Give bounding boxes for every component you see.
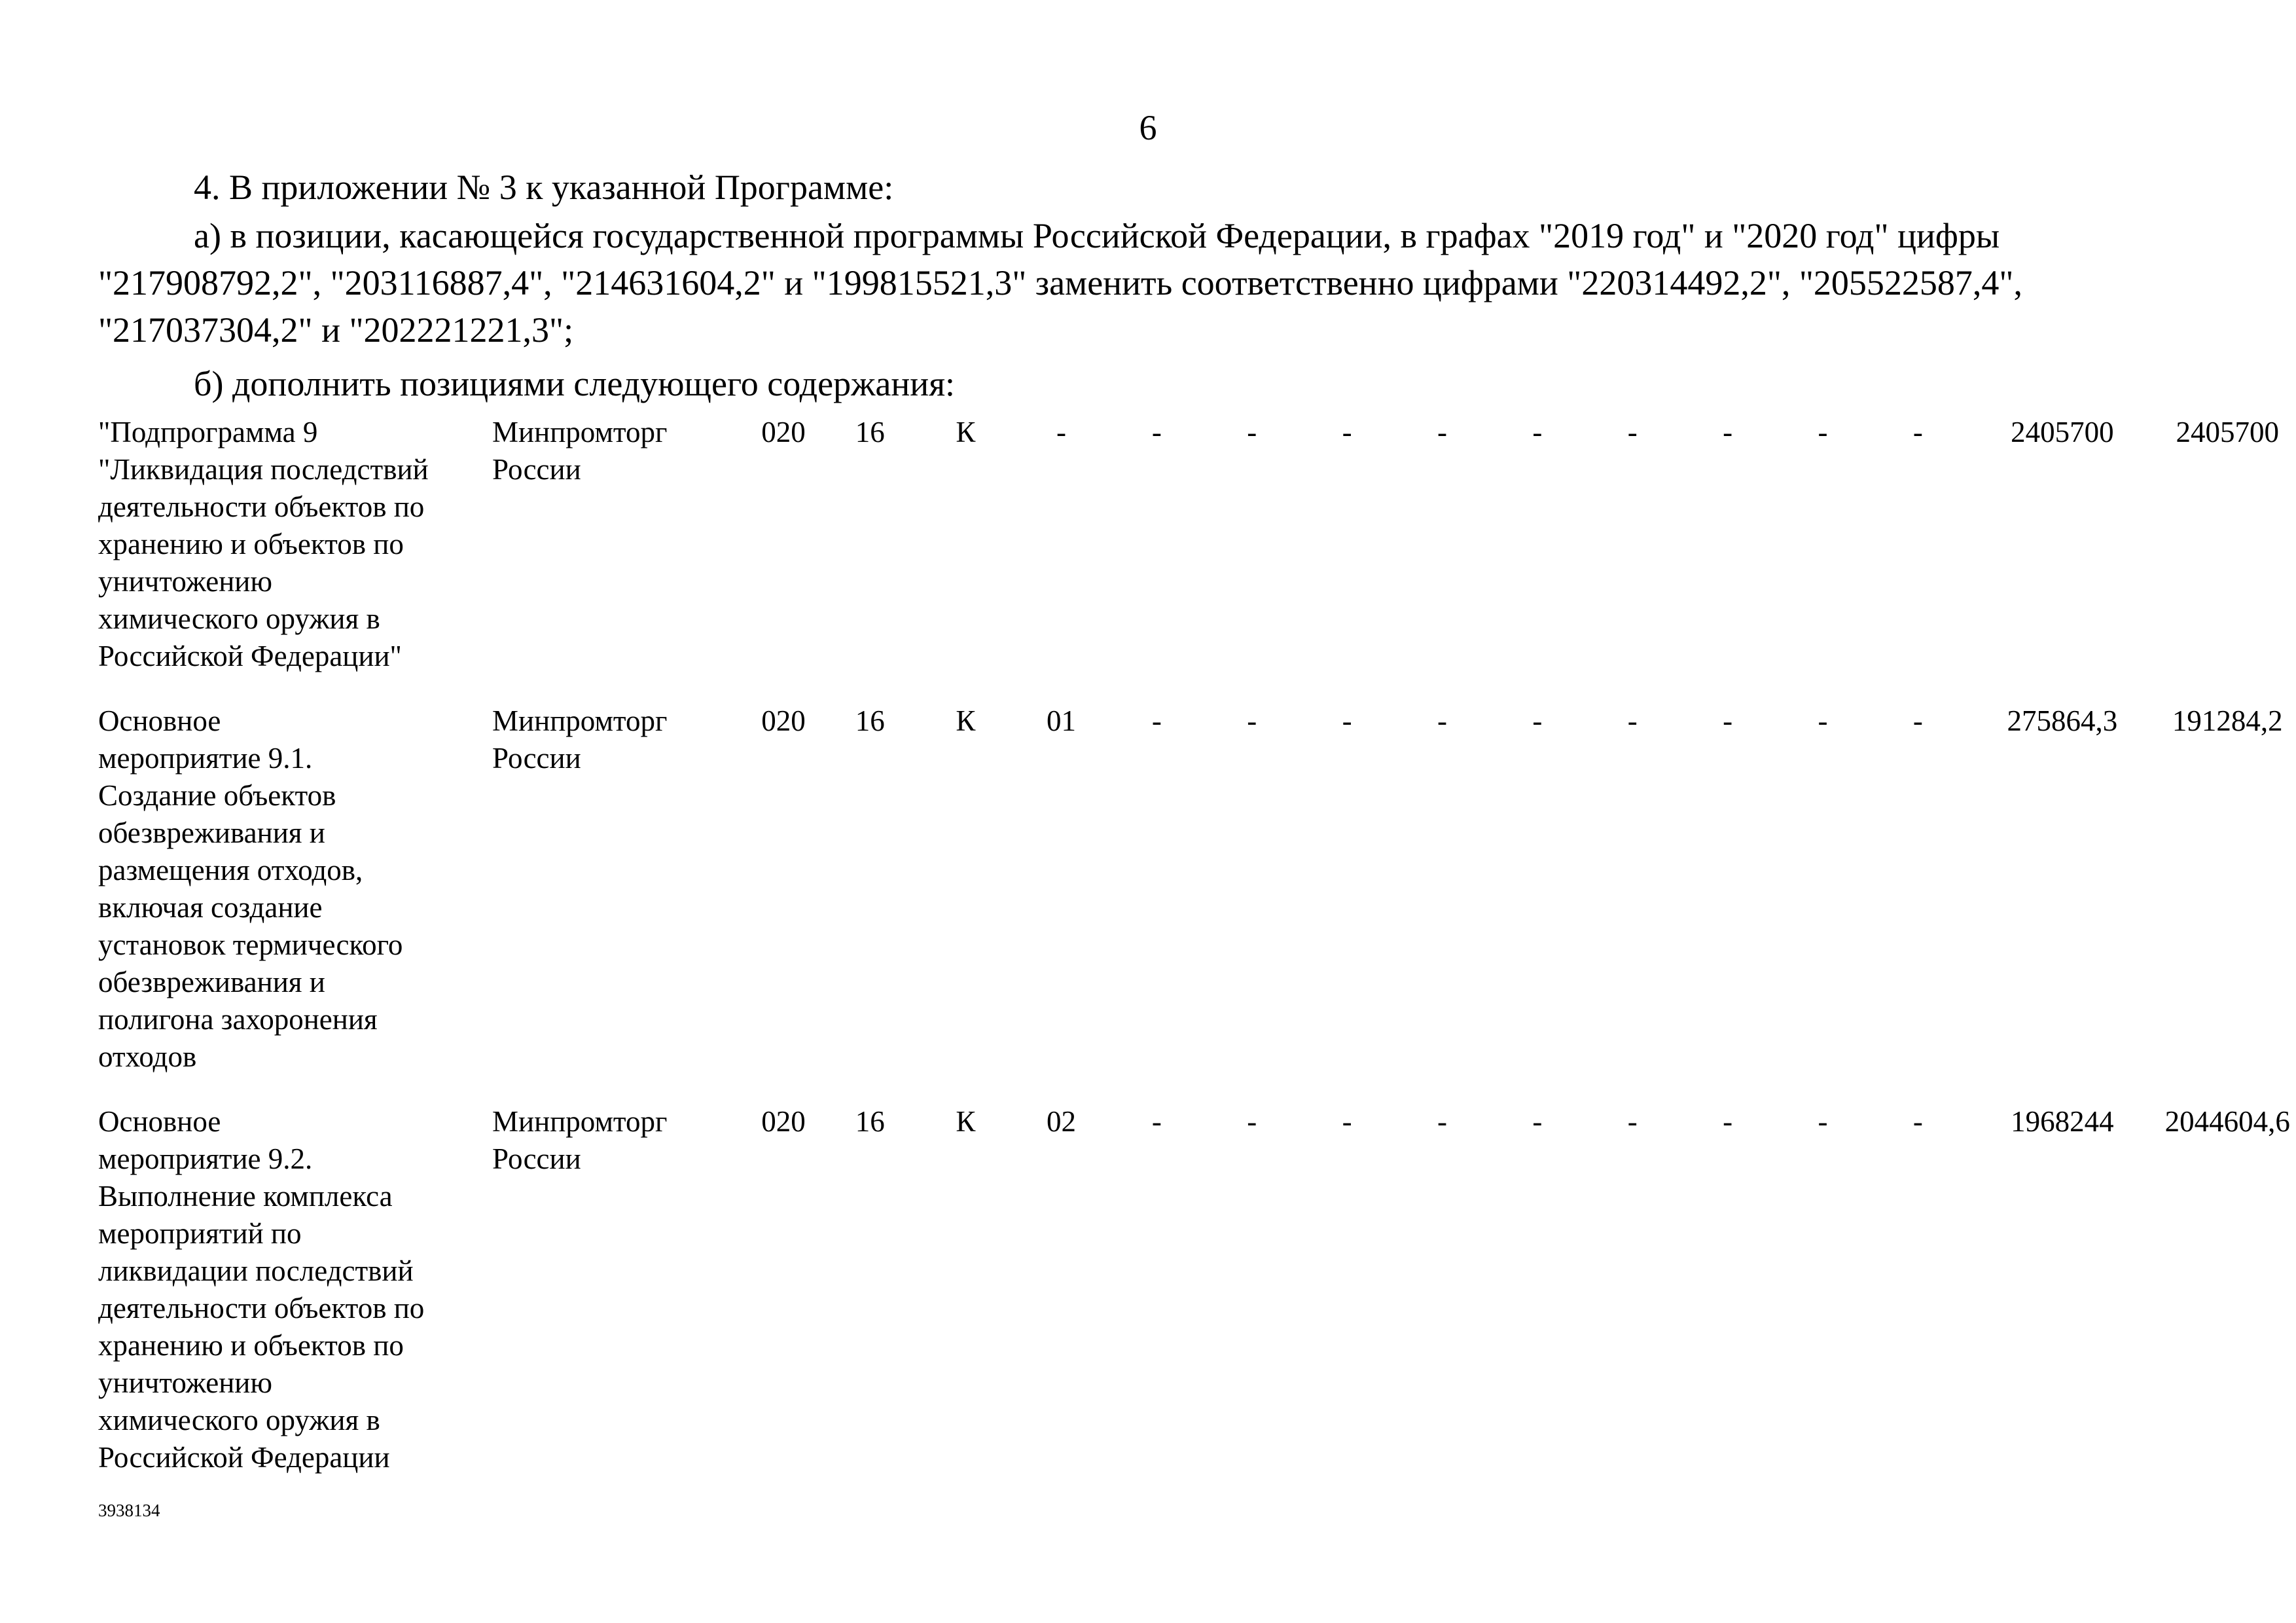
year-value-empty: - (1627, 416, 1638, 448)
position-name-line: "Подпрограмма 9 (98, 416, 318, 448)
executor-line: России (492, 453, 581, 486)
year-value-empty: - (1342, 704, 1352, 737)
table-row (98, 1103, 2296, 1504)
value-2019: 1968244 (2011, 1105, 2114, 1138)
year-value-empty: - (1723, 1105, 1733, 1138)
position-name-line: деятельности объектов по (98, 490, 425, 523)
code-pgp: К (956, 416, 976, 448)
executor-line: России (492, 742, 581, 775)
value-2019: 2405700 (2011, 416, 2114, 448)
year-value-empty: - (1247, 416, 1257, 448)
table-row (98, 414, 2296, 702)
document-code: 3938134 (98, 1501, 160, 1520)
position-name-line: мероприятие 9.2. (98, 1142, 313, 1175)
table-row (98, 702, 2296, 1103)
year-value-empty: - (1532, 704, 1543, 737)
value-2020: 191284,2 (2172, 704, 2283, 737)
position-name-line: Выполнение комплекса (98, 1180, 393, 1213)
year-value-empty: - (1532, 416, 1543, 448)
paragraph-item-4: 4. В приложении № 3 к указанной Программе: (194, 168, 894, 207)
year-value-empty: - (1912, 416, 1923, 448)
code-gp: 16 (855, 416, 885, 448)
year-value-empty: - (1532, 1105, 1543, 1138)
year-value-empty: - (1437, 1105, 1447, 1138)
year-value-empty: - (1342, 416, 1352, 448)
code-grbs: 020 (761, 704, 806, 737)
year-value-empty: - (1342, 1105, 1352, 1138)
position-name-line: Основное (98, 704, 221, 737)
position-name-line: отходов (98, 1040, 197, 1073)
executor-line: Минпромторг (492, 704, 668, 737)
position-name-line: Создание объектов (98, 779, 336, 812)
position-name (98, 702, 492, 1103)
position-name (98, 1103, 492, 1504)
year-value-empty: - (1818, 1105, 1828, 1138)
position-name-line: установок термического (98, 928, 403, 961)
position-name (98, 414, 492, 702)
year-value-empty: - (1151, 704, 1162, 737)
code-grbs: 020 (761, 416, 806, 448)
position-name-line: ликвидации последствий (98, 1254, 414, 1287)
code-gp: 16 (855, 1105, 885, 1138)
position-name-line: "Ликвидация последствий (98, 453, 429, 486)
code-pgp: К (956, 704, 976, 737)
code-om: 02 (1046, 1105, 1076, 1138)
value-2019: 275864,3 (2007, 704, 2118, 737)
code-om: 01 (1046, 704, 1076, 737)
page-number: 6 (1139, 108, 1157, 147)
positions-table (98, 414, 2296, 1504)
code-gp: 16 (855, 704, 885, 737)
position-name-line: размещения отходов, (98, 854, 363, 886)
executor-line: России (492, 1142, 581, 1175)
paragraph-item-b: б) дополнить позициями следующего содержания: (194, 364, 956, 403)
year-value-empty: - (1247, 1105, 1257, 1138)
position-name-line: полигона захоронения (98, 1003, 378, 1036)
year-value-empty: - (1627, 1105, 1638, 1138)
responsible-executor (492, 702, 745, 1103)
paragraph-item-a: а) в позиции, касающейся государственной программы Российской Федерации, в графах "2019 год" и "2020 год" цифры "217908792,2", "203116887,4", "214631604,2" и "199815521,3" заменить соответственно цифрами "220314492,2", "205522587,4", "217037304,2" и "202221221,3"; (98, 216, 2022, 350)
value-2020: 2044604,6 (2164, 1105, 2290, 1138)
position-name-line: уничтожению (98, 565, 273, 598)
responsible-executor (492, 1103, 745, 1504)
year-value-empty: - (1723, 704, 1733, 737)
year-value-empty: - (1818, 416, 1828, 448)
year-value-empty: - (1151, 416, 1162, 448)
executor-line: Минпромторг (492, 416, 668, 448)
position-name-line: обезвреживания и (98, 816, 325, 849)
year-value-empty: - (1627, 704, 1638, 737)
code-om: - (1056, 416, 1066, 448)
code-grbs: 020 (761, 1105, 806, 1138)
value-2020: 2405700 (2176, 416, 2280, 448)
position-name-line: обезвреживания и (98, 966, 325, 998)
code-pgp: К (956, 1105, 976, 1138)
year-value-empty: - (1437, 704, 1447, 737)
position-name-line: уничтожению (98, 1366, 273, 1399)
position-name-line: мероприятие 9.1. (98, 742, 313, 775)
executor-line: Минпромторг (492, 1105, 668, 1138)
year-value-empty: - (1437, 416, 1447, 448)
position-name-line: Российской Федерации" (98, 640, 402, 672)
position-name-line: химического оружия в (98, 602, 380, 635)
year-value-empty: - (1818, 704, 1828, 737)
year-value-empty: - (1723, 416, 1733, 448)
position-name-line: включая создание (98, 891, 323, 924)
position-name-line: Основное (98, 1105, 221, 1138)
responsible-executor (492, 414, 745, 702)
year-value-empty: - (1151, 1105, 1162, 1138)
year-value-empty: - (1912, 704, 1923, 737)
position-name-line: хранению и объектов по (98, 528, 404, 560)
position-name-line: деятельности объектов по (98, 1292, 425, 1324)
position-name-line: химического оружия в (98, 1404, 380, 1436)
year-value-empty: - (1247, 704, 1257, 737)
position-name-line: Российской Федерации (98, 1441, 390, 1474)
position-name-line: мероприятий по (98, 1217, 302, 1250)
position-name-line: хранению и объектов по (98, 1329, 404, 1362)
year-value-empty: - (1912, 1105, 1923, 1138)
